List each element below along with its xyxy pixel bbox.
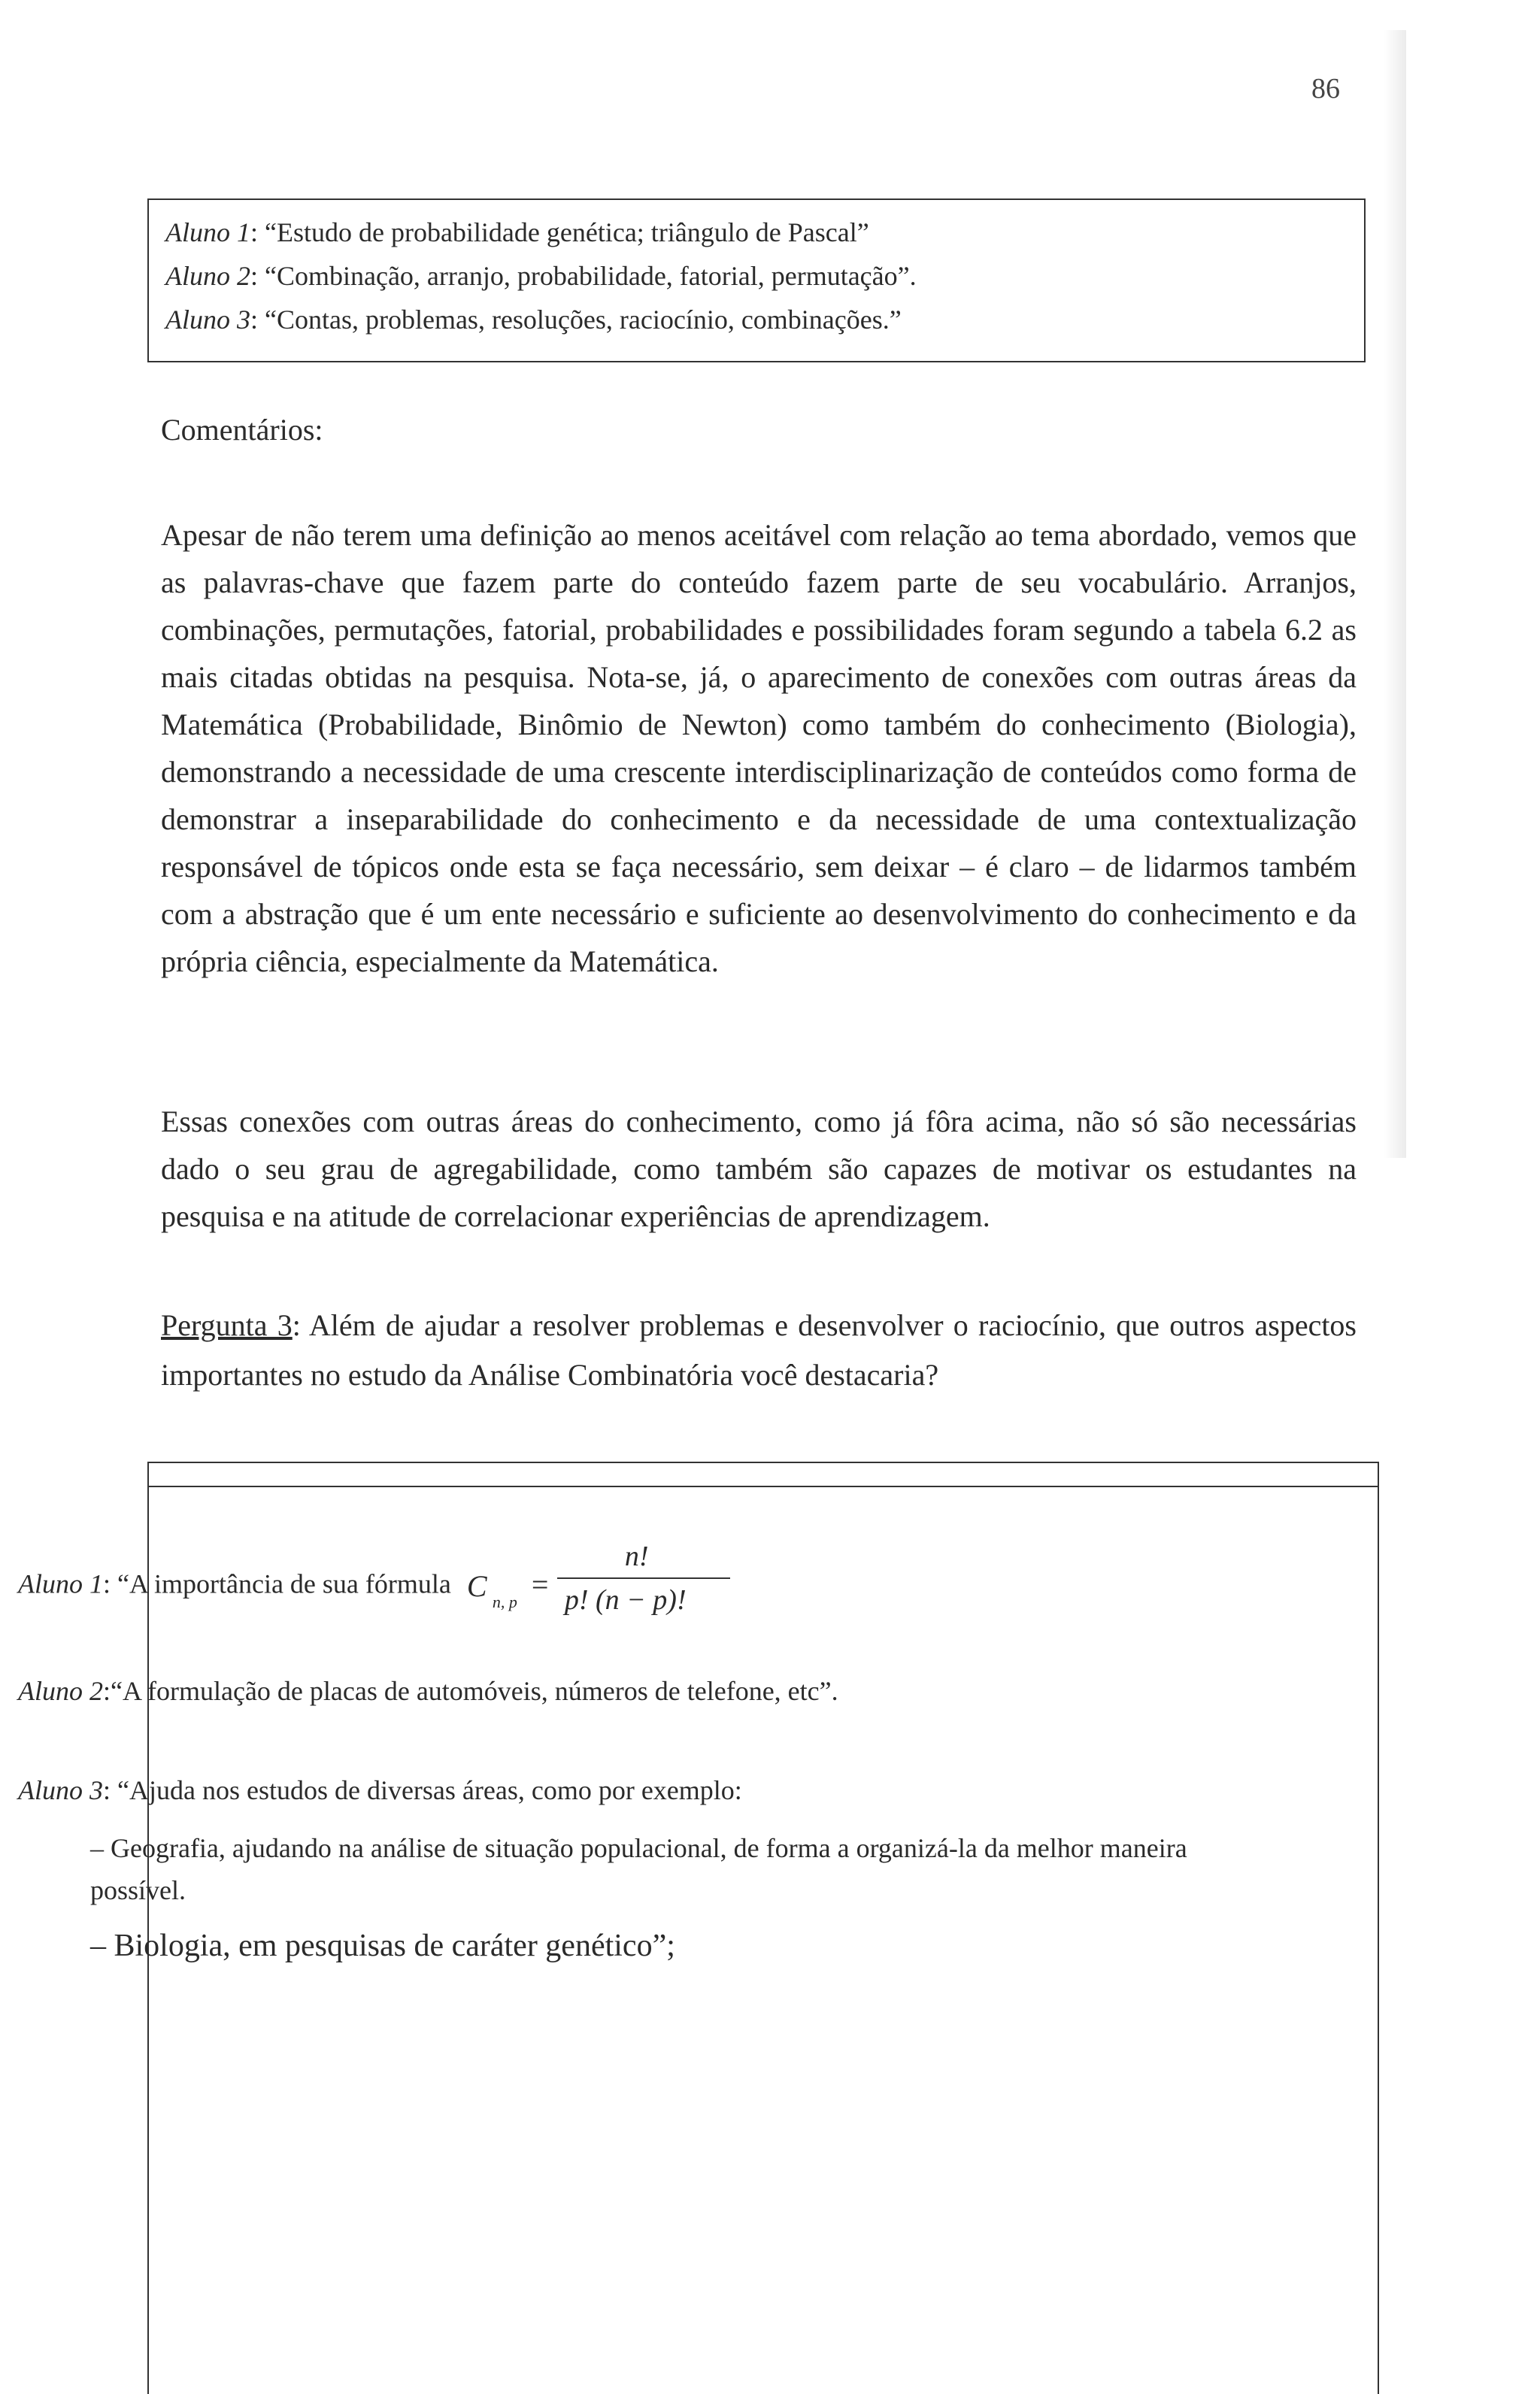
answer-aluno-1-q3 [18,1541,738,1624]
student-label: Aluno 1 [18,1568,103,1599]
student-label: Aluno 2 [18,1676,103,1706]
fraction-bar [557,1577,730,1579]
comment-paragraph-2: Essas conexões com outras áreas do conhecimento, como já fôra acima, não só são necessárias dado o seu grau de agregabilidade, como também são capazes de motivar os estudantes na pesquisa e na atitude de correlacionar experiências de aprendizagem. [161,1105,1357,1233]
box-double-rule [149,1486,1378,1487]
formula-subscript: n, p [492,1592,517,1611]
comments-heading: Comentários: [161,413,323,447]
formula-numerator: n! [624,1541,649,1572]
bullet-biologia: – Biologia, em pesquisas de caráter genético”; [90,1929,675,1963]
answers-box-question-2 [147,198,1366,362]
formula-denominator: p! (n − p)! [564,1584,687,1616]
comment-paragraph-1: Apesar de não terem uma definição ao menos aceitável com relação ao tema abordado, vemos que as palavras-chave que fazem parte do conteúdo fazem parte de seu vocabulário. Arranjos, combinações, permutações, fatorial, probabilidades e possibilidades foram segundo a tabela 6.2 as mais citadas obtidas na pesquisa. Nota-se, já, o aparecimento de conexões com outras áreas da Matemática (Probabilidade, Binômio de Newton) como também do conhecimento (Biologia), demonstrando a necessidade de uma crescente interdisciplinarização de conteúdos como forma de demonstrar a inseparabilidade do conhecimento e da necessidade de uma contextualização responsável de tópicos onde esta se faça necessário, sem deixar – é claro – de lidarmos também com a abstração que é um ente necessário e suficiente ao desenvolvimento do conhecimento e da própria ciência, especialmente da Matemática. [161,518,1357,978]
page-number: 86 [1311,73,1340,105]
question-label: Pergunta 3 [161,1308,293,1342]
student-label: Aluno 2 [165,261,250,291]
answer-line-aluno-3 [165,298,1348,341]
combination-formula [466,1541,738,1624]
student-label: Aluno 3 [165,305,250,335]
answer-text: : “Ajuda nos estudos de diversas áreas, como por exemplo: [103,1775,742,1805]
formula-equals: = [531,1568,549,1602]
answer-text: : “Contas, problemas, resoluções, raciocínio, combinações.” [250,305,902,335]
answer-text: :“A formulação de placas de automóveis, números de telefone, etc”. [103,1676,838,1706]
answer-text: : “Combinação, arranjo, probabilidade, fatorial, permutação”. [250,261,917,291]
answer-text: : “Estudo de probabilidade genética; triângulo de Pascal” [250,217,869,247]
answer-line-aluno-2 [165,254,1348,298]
question-3 [161,1301,1357,1400]
answer-line-aluno-1 [165,211,1348,254]
answer-text: : “A importância de sua fórmula [103,1568,451,1599]
scan-shadow [1384,30,1406,1158]
bullet-geografia: – Geografia, ajudando na análise de situação populacional, de forma a organizá-la da melhor maneira possível. [90,1833,1187,1905]
question-text: : Além de ajudar a resolver problemas e desenvolver o raciocínio, que outros aspectos importantes no estudo da Análise Combinatória você destacaria? [161,1308,1357,1392]
formula-c: C [466,1569,487,1603]
answer-aluno-3-q3 [18,1774,742,1806]
student-label: Aluno 1 [165,217,250,247]
answer-aluno-2-q3 [18,1675,838,1707]
student-label: Aluno 3 [18,1775,103,1805]
